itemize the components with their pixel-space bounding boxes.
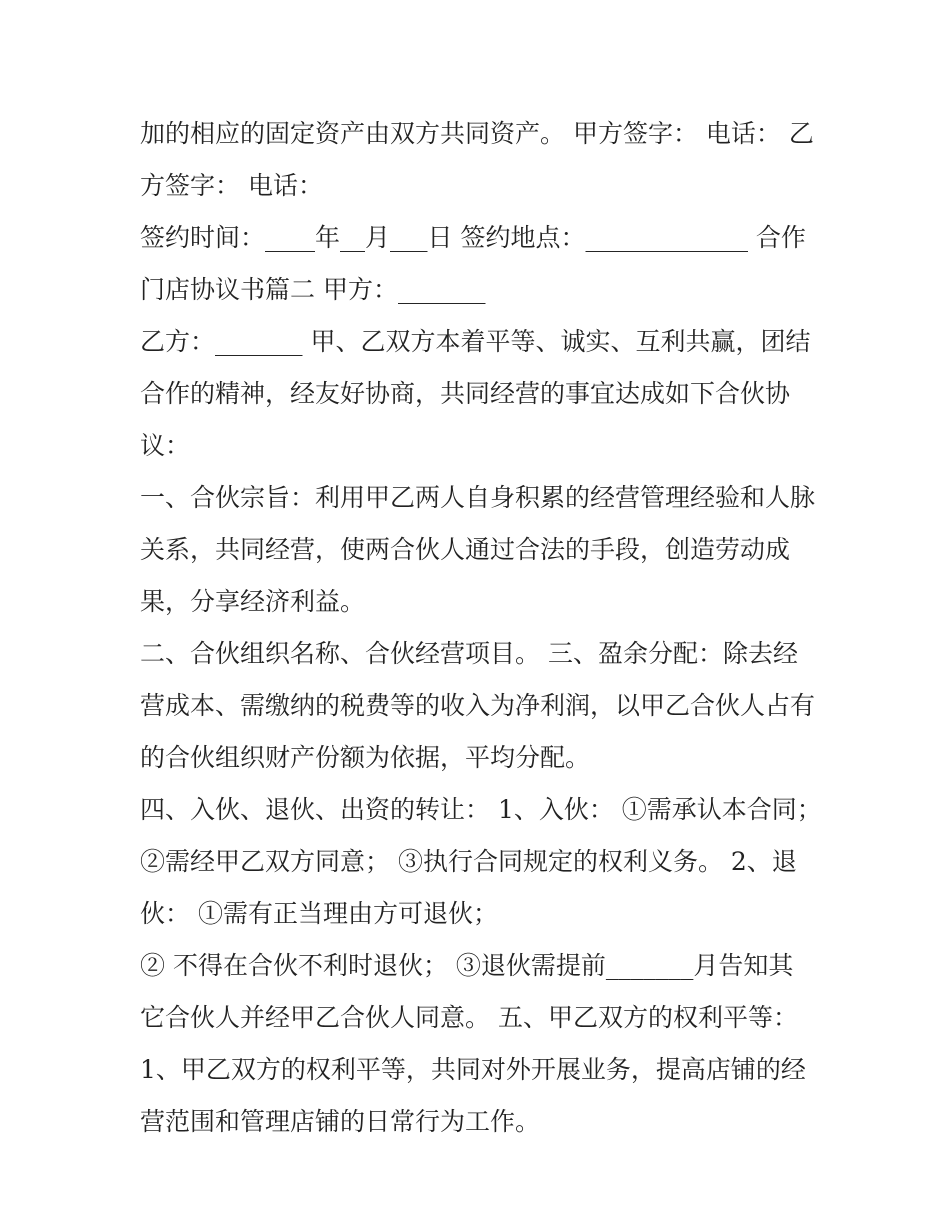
text-line: 签约时间：____年__月___日 签约地点：_____________ 合作 bbox=[140, 223, 806, 252]
text-line: 加的相应的固定资产由双方共同资产。 甲方签字： 电话： 乙 bbox=[140, 119, 814, 148]
text-line: 方签字： 电话： bbox=[140, 171, 323, 200]
text-line: 四、入伙、退伙、出资的转让： 1、入伙： ①需承认本合同； bbox=[140, 795, 822, 824]
text-line: 伙： ①需有正当理由方可退伙； bbox=[140, 899, 498, 928]
text-line: 合作的精神，经友好协商，共同经营的事宜达成如下合伙协 bbox=[140, 379, 791, 408]
text-line: 营成本、需缴纳的税费等的收入为净利润，以甲乙合伙人占有 bbox=[140, 691, 816, 720]
text-line: ②需经甲乙双方同意； ③执行合同规定的权利义务。 2、退 bbox=[140, 847, 797, 876]
text-line: 的合伙组织财产份额为依据，平均分配。 bbox=[140, 743, 591, 772]
text-line: ② 不得在合伙不利时退伙； ③退伙需提前_______月告知其 bbox=[140, 951, 794, 980]
text-line: 果，分享经济利益。 bbox=[140, 587, 366, 616]
text-line: 乙方：_______ 甲、乙双方本着平等、诚实、互利共赢，团结 bbox=[140, 327, 811, 356]
text-line: 一、合伙宗旨：利用甲乙两人自身积累的经营管理经验和人脉 bbox=[140, 483, 816, 512]
text-line: 1、甲乙双方的权利平等，共同对外开展业务，提高店铺的经 bbox=[140, 1055, 806, 1084]
document-page bbox=[140, 108, 822, 1148]
text-line: 议： bbox=[140, 431, 191, 460]
text-line: 营范围和管理店铺的日常行为工作。 bbox=[140, 1107, 541, 1136]
text-line: 关系，共同经营，使两合伙人通过合法的手段，创造劳动成 bbox=[140, 535, 791, 564]
text-line: 二、合伙组织名称、合伙经营项目。 三、盈余分配：除去经 bbox=[140, 639, 798, 668]
text-line: 它合伙人并经甲乙合伙人同意。 五、甲乙双方的权利平等： bbox=[140, 1003, 798, 1032]
text-line: 门店协议书篇二 甲方：_______ bbox=[140, 275, 486, 304]
